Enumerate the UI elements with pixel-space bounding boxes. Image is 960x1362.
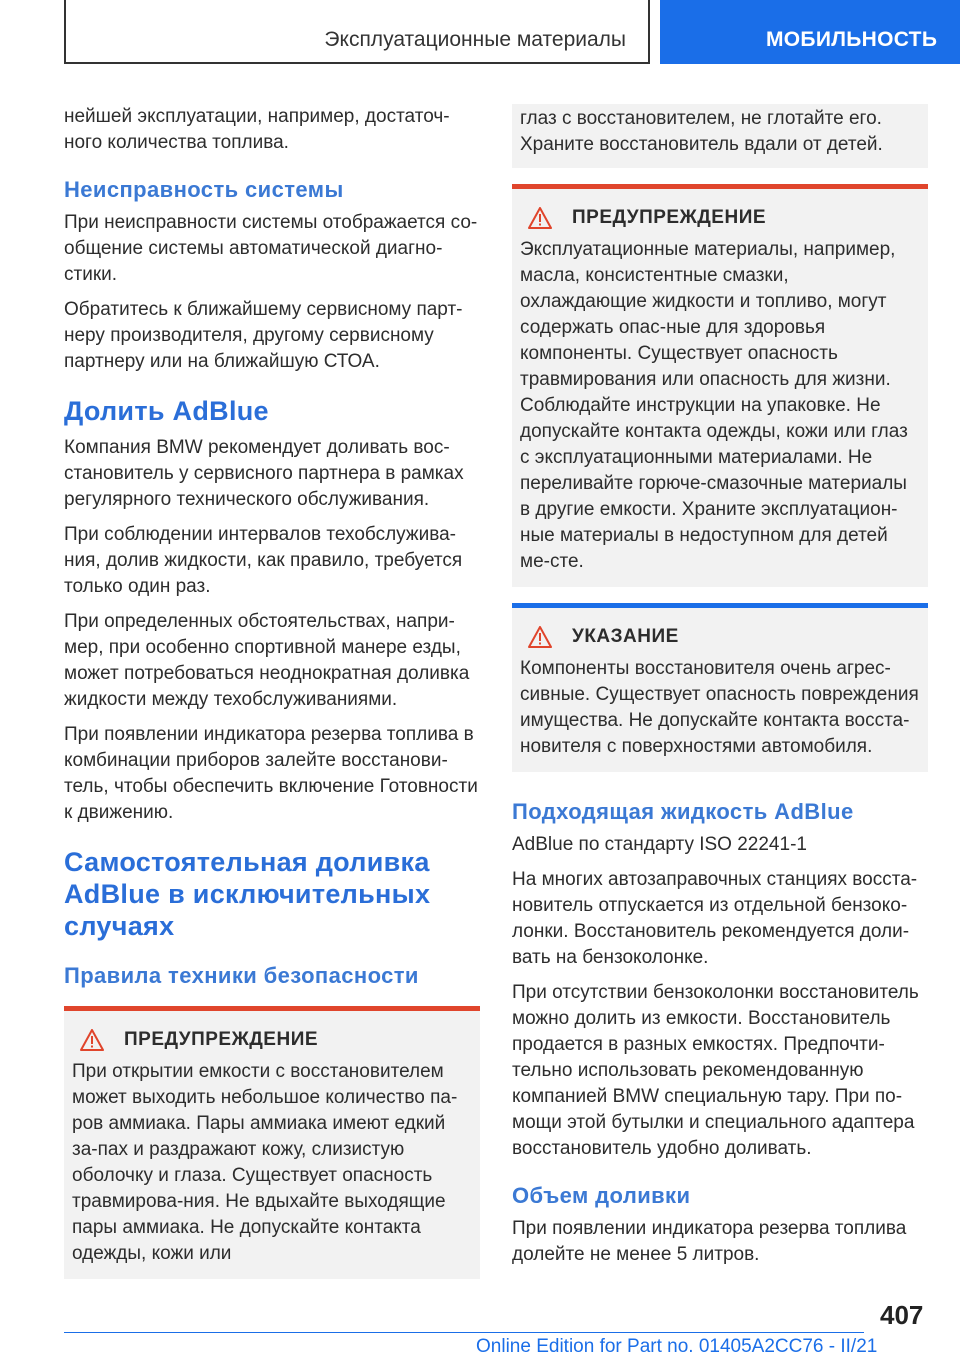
refill-paragraph-1: Компания BMW рекомендует доливать вос-становитель у сервисного партнера в рамках регулярного технического обслуживания. xyxy=(64,437,464,510)
notice-header xyxy=(528,626,920,648)
warning-header xyxy=(80,1029,472,1051)
right-column xyxy=(512,104,928,1277)
page-header xyxy=(0,0,960,66)
footer-edition: Online Edition for Part no. 01405A2CC76 - II/21 xyxy=(476,1336,878,1357)
volume-paragraph: При появлении индикатора резерва топлива долейте не менее 5 литров. xyxy=(512,1218,907,1265)
heading-malfunction: Неисправность системы xyxy=(64,177,344,202)
notice-text: Компоненты восстановителя очень агрес-сивные. Существует опасность повреждения имущества. Не допускайте контакта восста-новителя с поверхностями автомобиля. xyxy=(520,658,919,757)
warning-box xyxy=(64,1006,480,1279)
warning-triangle-icon xyxy=(80,1029,104,1051)
heading-suitable-fluid: Подходящая жидкость AdBlue xyxy=(512,799,854,824)
warning-text-materials: Эксплуатационные материалы, например, масла, консистентные смазки, охлаждающие жидкости и топливо, могут содержать опас-ные для здоровья компоненты. Существует опасность травмирования или опасность для жизни. Соблюдайте инструкции на упаковке. Не допускайте контакта одежды, кожи или глаз с эксплуатационными материалами. Не переливайте горюче-смазочные материалы в другие емкости. Храните эксплуатацион-ные материалы в недоступном для детей ме-сте. xyxy=(520,239,908,572)
intro-paragraph: нейшей эксплуатации, например, достаточ-ного количества топлива. xyxy=(64,106,450,153)
warning-triangle-icon xyxy=(528,626,552,648)
warning-header-materials xyxy=(528,207,920,229)
malfunction-paragraph-1: При неисправности системы отображается со-общение системы автоматической диагно-стики. xyxy=(64,212,478,285)
warning-title: ПРЕДУПРЕЖДЕНИЕ xyxy=(124,1029,319,1050)
warning-continued-box xyxy=(512,104,928,168)
heading-refill: Долить AdBlue xyxy=(64,396,269,426)
footer-divider xyxy=(64,1332,864,1333)
warning-triangle-icon xyxy=(528,207,552,229)
refill-paragraph-4: При появлении индикатора резерва топлива в комбинации приборов залейте восстанови-тель, чтобы обеспечить включение Готовности к движению. xyxy=(64,724,478,823)
warning-text: При открытии емкости с восстановителем может выходить небольшое количество па-ров аммиака. Пары аммиака имеют едкий за-пах и раздражают кожу, слизистую оболочку и глаза. Существует опасность травмирова-ния. Не вдыхайте выходящие пары аммиака. Не допускайте контакта одежды, кожи или xyxy=(72,1061,458,1264)
heading-self-refill: Самостоятельная доливка AdBlue в исключительных случаях xyxy=(64,847,431,941)
suitable-paragraph-2: На многих автозаправочных станциях восста-новитель отпускается из отдельной бензоко-лонки. Восстановитель рекомендуется доли-вать на бензоколонке. xyxy=(512,869,918,968)
malfunction-paragraph-2: Обратитесь к ближайшему сервисному парт-неру производителя, другому сервисному партнеру или на ближайшую СТОА. xyxy=(64,299,463,372)
suitable-paragraph-1: AdBlue по стандарту ISO 22241-1 xyxy=(512,834,807,855)
suitable-paragraph-3: При отсутствии бензоколонки восстановитель можно долить из емкости. Восстановитель продается в разных емкостях. Предпочти-тельно использовать рекомендованную компанией BMW специальную тару. При по-мощи этой бутылки и специального адаптера восстановитель удобно доливать. xyxy=(512,982,919,1159)
notice-box xyxy=(512,603,928,772)
heading-refill-volume: Объем доливки xyxy=(512,1183,691,1208)
warning-continued-text: глаз с восстановителем, не глотайте его. Храните восстановитель вдали от детей. xyxy=(520,108,883,155)
warning-box-materials xyxy=(512,184,928,587)
page-number: 407 xyxy=(880,1300,924,1330)
refill-paragraph-3: При определенных обстоятельствах, напри-мер, при особенно спортивной манере езды, может потребоваться неоднократная доливка жидкости между техобслуживаниями. xyxy=(64,611,470,710)
warning-title-materials: ПРЕДУПРЕЖДЕНИЕ xyxy=(572,207,767,228)
section-title: Эксплуатационные материалы xyxy=(64,0,650,64)
chapter-tab: МОБИЛЬНОСТЬ xyxy=(660,0,960,64)
left-column xyxy=(64,104,480,1279)
heading-safety: Правила техники безопасности xyxy=(64,963,419,988)
notice-title: УКАЗАНИЕ xyxy=(572,626,679,647)
refill-paragraph-2: При соблюдении интервалов техобслужива-ния, долив жидкости, как правило, требуется только один раз. xyxy=(64,524,463,597)
